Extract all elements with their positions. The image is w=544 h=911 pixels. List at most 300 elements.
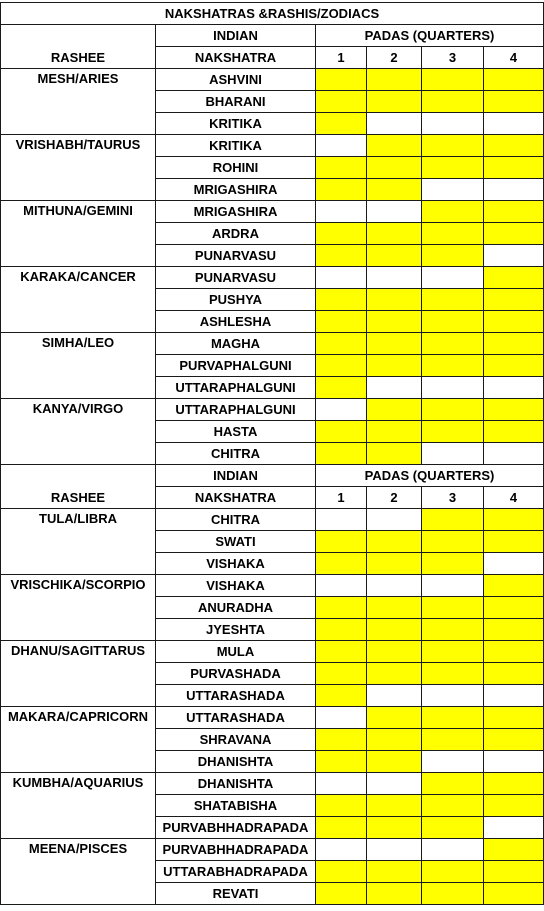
grid-line (421, 442, 422, 465)
nakshatra-label: UTTARABHADRAPADA (163, 864, 308, 879)
pada-fill (421, 640, 483, 662)
nakshatra-label: ROHINI (212, 160, 259, 175)
grid-line (421, 596, 422, 619)
grid-line (155, 816, 156, 839)
pada-number-header: 4 (509, 50, 518, 65)
grid-line (366, 112, 367, 135)
grid-line (155, 420, 156, 443)
rashee-label: KARAKA/CANCER (20, 269, 136, 284)
nakshatra-label: SHRAVANA (199, 732, 272, 747)
grid-line (0, 398, 544, 399)
pada-fill (315, 420, 366, 442)
pada-fill (315, 882, 366, 904)
pada-fill (366, 68, 421, 90)
pada-fill (366, 816, 421, 838)
pada-fill (483, 838, 543, 860)
grid-line (155, 750, 544, 751)
pada-fill (483, 640, 543, 662)
rashee-label: SIMHA/LEO (41, 335, 115, 350)
grid-line (421, 728, 422, 751)
grid-line (315, 706, 316, 729)
pada-fill (421, 596, 483, 618)
grid-line (155, 442, 156, 465)
grid-line (421, 178, 422, 201)
grid-line (315, 552, 316, 575)
grid-line (155, 420, 544, 421)
pada-fill (421, 508, 483, 530)
pada-fill (483, 882, 543, 904)
grid-line (366, 244, 367, 267)
pada-fill (483, 706, 543, 728)
grid-line (0, 134, 544, 135)
grid-line (366, 288, 367, 311)
grid-line (421, 420, 422, 443)
nakshatra-label: UTTARASHADA (186, 688, 285, 703)
pada-fill (483, 68, 543, 90)
pada-fill (366, 398, 421, 420)
pada-fill (421, 222, 483, 244)
pada-fill (483, 266, 543, 288)
pada-number-header: 3 (448, 50, 457, 65)
grid-line (0, 706, 544, 707)
grid-line (315, 68, 316, 91)
grid-line (315, 244, 316, 267)
rashee-label: MITHUNA/GEMINI (23, 203, 133, 218)
rashee-label: MEENA/PISCES (28, 841, 128, 856)
grid-line (421, 684, 422, 707)
pada-fill (366, 662, 421, 684)
grid-line (366, 596, 367, 619)
pada-fill (315, 860, 366, 882)
pada-fill (366, 640, 421, 662)
grid-line (155, 376, 156, 399)
grid-line (366, 310, 367, 333)
grid-line (366, 332, 367, 355)
pada-fill (483, 398, 543, 420)
pada-fill (366, 794, 421, 816)
grid-line (155, 728, 544, 729)
grid-line (155, 596, 544, 597)
grid-line (483, 90, 484, 113)
pada-fill (483, 596, 543, 618)
grid-line (315, 288, 316, 311)
nakshatra-label: PUSHYA (209, 292, 262, 307)
pada-number-header: 1 (337, 50, 345, 65)
grid-line (366, 46, 367, 69)
grid-line (155, 508, 156, 531)
pada-fill (315, 816, 366, 838)
pada-number-header: 3 (448, 490, 457, 505)
nakshatra-label: SWATI (215, 534, 256, 549)
grid-line (315, 794, 316, 817)
pada-fill (315, 222, 366, 244)
pada-fill (483, 772, 543, 794)
grid-line (421, 354, 422, 377)
pada-fill (421, 860, 483, 882)
grid-line (421, 222, 422, 245)
grid-line (155, 552, 544, 553)
grid-line (155, 596, 156, 619)
grid-line (483, 772, 484, 795)
grid-line (483, 728, 484, 751)
grid-line (315, 134, 316, 157)
pada-fill (483, 156, 543, 178)
nakshatra-label: UTTARAPHALGUNI (175, 402, 296, 417)
pada-fill (483, 310, 543, 332)
grid-line (366, 574, 367, 597)
nakshatra-label: CHITRA (210, 512, 261, 527)
pada-fill (315, 156, 366, 178)
grid-line (421, 750, 422, 773)
pada-fill (421, 332, 483, 354)
pada-fill (483, 794, 543, 816)
grid-line (155, 706, 156, 729)
grid-line (366, 420, 367, 443)
grid-line (315, 200, 316, 223)
grid-line (421, 794, 422, 817)
grid-line (315, 838, 316, 861)
grid-line (155, 222, 544, 223)
grid-line (155, 882, 544, 883)
grid-line (366, 266, 367, 289)
nakshatra-label: JYESHTA (206, 622, 265, 637)
grid-line (483, 442, 484, 465)
grid-line (0, 266, 544, 267)
grid-line (155, 46, 544, 47)
nakshatra-label: UTTARAPHALGUNI (175, 380, 296, 395)
grid-line (483, 310, 484, 333)
pada-fill (483, 728, 543, 750)
grid-line (315, 46, 316, 69)
grid-line (315, 310, 316, 333)
grid-line (0, 508, 544, 509)
pada-fill (315, 684, 366, 706)
grid-line (155, 684, 156, 707)
grid-line (483, 486, 484, 509)
pada-fill (421, 68, 483, 90)
grid-line (315, 90, 316, 113)
rashee-header: RASHEE (50, 50, 106, 65)
pada-fill (421, 772, 483, 794)
grid-line (155, 398, 156, 421)
nakshatra-label: PUNARVASU (194, 270, 277, 285)
pada-fill (366, 354, 421, 376)
grid-line (366, 552, 367, 575)
grid-line (155, 662, 544, 663)
rashee-label: MESH/ARIES (37, 71, 119, 86)
pada-fill (421, 530, 483, 552)
grid-line (315, 860, 316, 883)
pada-fill (483, 420, 543, 442)
grid-line (0, 772, 544, 773)
grid-line (366, 90, 367, 113)
nakshatra-label: ASHLESHA (199, 314, 272, 329)
grid-line (421, 772, 422, 795)
grid-line (315, 332, 316, 355)
grid-line (155, 442, 544, 443)
grid-line (366, 354, 367, 377)
grid-line (421, 552, 422, 575)
pada-number-header: 1 (337, 490, 345, 505)
pada-fill (366, 310, 421, 332)
grid-line (155, 156, 156, 179)
padas-header: PADAS (QUARTERS) (364, 28, 495, 43)
grid-line (155, 90, 544, 91)
nakshatra-label: KRITIKA (209, 116, 262, 131)
grid-line (366, 530, 367, 553)
grid-line (315, 156, 316, 179)
pada-fill (366, 860, 421, 882)
pada-fill (421, 794, 483, 816)
pada-fill (366, 222, 421, 244)
pada-fill (366, 178, 421, 200)
pada-fill (366, 420, 421, 442)
grid-line (421, 618, 422, 641)
grid-line (366, 684, 367, 707)
grid-line (155, 354, 156, 377)
grid-line (0, 24, 544, 25)
grid-line (315, 750, 316, 773)
grid-line (0, 838, 544, 839)
grid-line (483, 794, 484, 817)
grid-line (483, 112, 484, 135)
pada-fill (483, 90, 543, 112)
grid-line (315, 574, 316, 597)
grid-line (155, 860, 156, 883)
grid-line (155, 288, 156, 311)
pada-fill (315, 530, 366, 552)
grid-line (421, 508, 422, 531)
grid-line (155, 178, 156, 201)
pada-fill (315, 90, 366, 112)
pada-fill (315, 618, 366, 640)
pada-fill (366, 288, 421, 310)
grid-line (315, 354, 316, 377)
grid-line (315, 728, 316, 751)
grid-line (421, 376, 422, 399)
grid-line (315, 640, 316, 663)
nakshatra-header: NAKSHATRA (194, 490, 277, 505)
pada-fill (483, 618, 543, 640)
grid-line (366, 662, 367, 685)
grid-line (366, 508, 367, 531)
grid-line (155, 662, 156, 685)
grid-line (155, 222, 156, 245)
pada-fill (483, 200, 543, 222)
pada-fill (421, 882, 483, 904)
rashee-label: TULA/LIBRA (39, 511, 117, 526)
grid-line (421, 46, 422, 69)
grid-line (0, 904, 544, 905)
grid-line (155, 882, 156, 905)
grid-line (483, 222, 484, 245)
grid-line (483, 200, 484, 223)
grid-line (366, 640, 367, 663)
pada-fill (315, 112, 366, 134)
nakshatra-label: VISHAKA (206, 578, 265, 593)
grid-line (421, 112, 422, 135)
rashee-label: KUMBHA/AQUARIUS (12, 775, 144, 790)
grid-line (366, 376, 367, 399)
grid-line (483, 288, 484, 311)
nakshatra-label: ARDRA (212, 226, 259, 241)
grid-line (155, 574, 156, 597)
pada-fill (483, 860, 543, 882)
pada-fill (366, 750, 421, 772)
grid-line (315, 530, 316, 553)
pada-fill (421, 816, 483, 838)
grid-line (366, 442, 367, 465)
grid-line (155, 46, 156, 69)
nakshatra-label: MRIGASHIRA (193, 204, 278, 219)
grid-line (155, 134, 156, 157)
grid-line (0, 332, 544, 333)
nakshatra-label: SHATABISHA (193, 798, 278, 813)
pada-fill (366, 882, 421, 904)
pada-number-header: 4 (509, 490, 518, 505)
grid-line (483, 156, 484, 179)
grid-line (421, 266, 422, 289)
grid-line (366, 200, 367, 223)
grid-line (315, 618, 316, 641)
grid-line (421, 68, 422, 91)
pada-fill (421, 618, 483, 640)
grid-line (421, 398, 422, 421)
nakshatra-label: MULA (216, 644, 255, 659)
grid-line (483, 574, 484, 597)
nakshatra-label: MAGHA (210, 336, 261, 351)
grid-line (155, 816, 544, 817)
nakshatra-label: DHANISHTA (197, 776, 274, 791)
grid-line (155, 178, 544, 179)
grid-line (421, 882, 422, 905)
nakshatra-label: ANURADHA (197, 600, 274, 615)
grid-line (366, 750, 367, 773)
nakshatra-label: PUNARVASU (194, 248, 277, 263)
grid-line (315, 442, 316, 465)
grid-line (315, 684, 316, 707)
table-title: NAKSHATRAS &RASHIS/ZODIACS (164, 6, 380, 21)
grid-line (483, 838, 484, 861)
pada-fill (366, 728, 421, 750)
grid-line (421, 200, 422, 223)
grid-line (315, 662, 316, 685)
pada-fill (315, 376, 366, 398)
nakshatra-label: PURVABHHADRAPADA (162, 842, 309, 857)
pada-fill (483, 530, 543, 552)
grid-line (315, 420, 316, 443)
grid-line (483, 244, 484, 267)
grid-line (483, 398, 484, 421)
grid-line (483, 332, 484, 355)
grid-line (483, 266, 484, 289)
grid-line (366, 706, 367, 729)
grid-line (366, 156, 367, 179)
grid-line (315, 464, 316, 487)
grid-line (421, 486, 422, 509)
grid-line (155, 618, 544, 619)
grid-line (421, 332, 422, 355)
grid-line (483, 596, 484, 619)
pada-fill (483, 332, 543, 354)
nakshatra-label: HASTA (213, 424, 258, 439)
grid-line (366, 838, 367, 861)
grid-line (366, 772, 367, 795)
nakshatra-label: MRIGASHIRA (193, 182, 278, 197)
pada-fill (315, 794, 366, 816)
grid-line (155, 728, 156, 751)
grid-line (155, 310, 156, 333)
grid-line (155, 640, 156, 663)
grid-line (483, 354, 484, 377)
pada-fill (421, 398, 483, 420)
grid-line (0, 640, 544, 641)
grid-line (366, 816, 367, 839)
grid-line (483, 816, 484, 839)
pada-fill (421, 310, 483, 332)
grid-line (483, 508, 484, 531)
grid-line (315, 24, 316, 47)
grid-line (155, 200, 156, 223)
grid-line (483, 662, 484, 685)
grid-line (155, 772, 156, 795)
grid-line (483, 552, 484, 575)
grid-line (155, 332, 156, 355)
grid-line (155, 794, 156, 817)
grid-line (155, 838, 156, 861)
grid-line (483, 134, 484, 157)
grid-line (315, 882, 316, 905)
grid-line (155, 618, 156, 641)
pada-fill (421, 134, 483, 156)
grid-line (421, 310, 422, 333)
grid-line (315, 376, 316, 399)
grid-line (0, 464, 544, 465)
pada-fill (421, 156, 483, 178)
pada-fill (366, 530, 421, 552)
pada-fill (315, 750, 366, 772)
grid-line (483, 860, 484, 883)
nakshatra-label: REVATI (212, 886, 259, 901)
pada-fill (366, 134, 421, 156)
grid-line (155, 68, 156, 91)
grid-line (315, 816, 316, 839)
rashee-label: MAKARA/CAPRICORN (7, 709, 149, 724)
pada-fill (421, 90, 483, 112)
pada-fill (483, 134, 543, 156)
pada-fill (366, 552, 421, 574)
grid-line (155, 794, 544, 795)
pada-fill (315, 332, 366, 354)
grid-line (421, 530, 422, 553)
grid-line (315, 596, 316, 619)
nakshatra-label: KRITIKA (209, 138, 262, 153)
grid-line (366, 486, 367, 509)
grid-line (421, 816, 422, 839)
pada-fill (421, 200, 483, 222)
pada-fill (483, 222, 543, 244)
pada-number-header: 2 (390, 490, 398, 505)
grid-line (155, 266, 156, 289)
grid-line (0, 68, 544, 69)
grid-line (366, 134, 367, 157)
nakshatra-label: UTTARASHADA (186, 710, 285, 725)
rashee-label: VRISCHIKA/SCORPIO (10, 577, 146, 592)
pada-fill (483, 508, 543, 530)
grid-line (421, 860, 422, 883)
rashee-header: RASHEE (50, 490, 106, 505)
grid-line (155, 860, 544, 861)
